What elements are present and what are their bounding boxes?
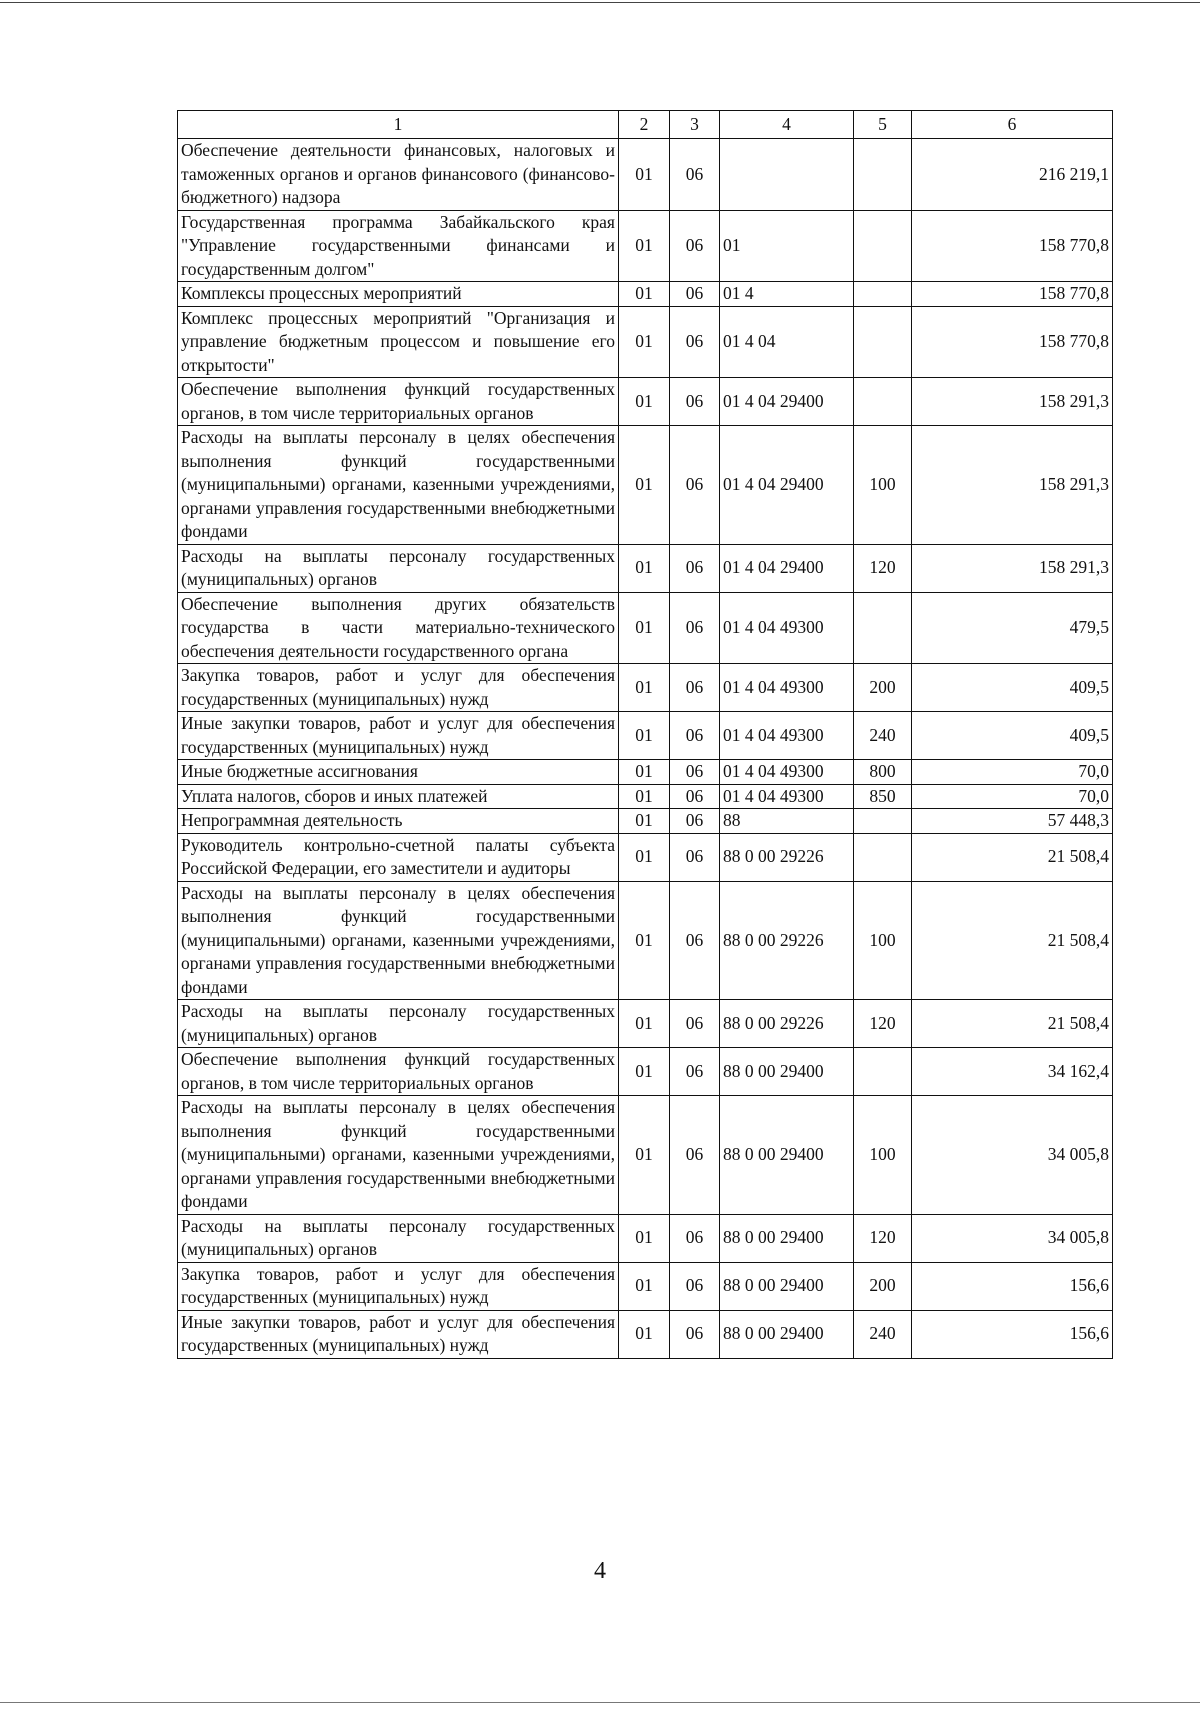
page-edge-bottom xyxy=(0,1702,1200,1703)
row-c2-cell: 01 xyxy=(619,833,670,881)
row-c5-cell xyxy=(854,1048,912,1096)
table-row xyxy=(178,1214,1113,1262)
budget-table xyxy=(177,110,1113,1359)
row-c5-cell: 100 xyxy=(854,426,912,545)
row-c3-cell: 06 xyxy=(670,1262,720,1310)
row-name-cell: Расходы на выплаты персоналу в целях обеспечения выполнения функций государственными (муниципальными) органами, казенными учреждениями, органами управления государственными внебюджетными фондами xyxy=(178,426,619,545)
row-c4-cell: 88 0 00 29400 xyxy=(720,1310,854,1358)
header-col-1: 1 xyxy=(178,111,619,139)
row-c2-cell: 01 xyxy=(619,282,670,307)
row-c6-cell: 57 448,3 xyxy=(912,809,1113,834)
row-c3-cell: 06 xyxy=(670,1096,720,1215)
row-c6-cell: 158 770,8 xyxy=(912,306,1113,378)
row-c5-cell: 200 xyxy=(854,664,912,712)
row-c3-cell: 06 xyxy=(670,282,720,307)
row-c4-cell: 88 0 00 29400 xyxy=(720,1096,854,1215)
row-c5-cell xyxy=(854,282,912,307)
row-c6-cell: 21 508,4 xyxy=(912,881,1113,1000)
row-c4-cell: 01 xyxy=(720,210,854,282)
table-row xyxy=(178,833,1113,881)
row-c4-cell: 01 4 04 49300 xyxy=(720,784,854,809)
row-c2-cell: 01 xyxy=(619,1096,670,1215)
row-c5-cell: 100 xyxy=(854,1096,912,1215)
row-c3-cell: 06 xyxy=(670,833,720,881)
row-c5-cell: 800 xyxy=(854,760,912,785)
row-c6-cell: 21 508,4 xyxy=(912,833,1113,881)
row-c3-cell: 06 xyxy=(670,544,720,592)
table-body xyxy=(178,139,1113,1359)
table-row xyxy=(178,306,1113,378)
row-c2-cell: 01 xyxy=(619,712,670,760)
row-c4-cell: 88 xyxy=(720,809,854,834)
row-c4-cell: 88 0 00 29400 xyxy=(720,1262,854,1310)
row-c2-cell: 01 xyxy=(619,544,670,592)
table-row xyxy=(178,760,1113,785)
row-name-cell: Иные бюджетные ассигнования xyxy=(178,760,619,785)
header-col-2: 2 xyxy=(619,111,670,139)
table-row xyxy=(178,426,1113,545)
row-c6-cell: 409,5 xyxy=(912,664,1113,712)
row-c4-cell: 88 0 00 29226 xyxy=(720,881,854,1000)
row-c4-cell: 01 4 04 49300 xyxy=(720,664,854,712)
row-c5-cell: 120 xyxy=(854,1214,912,1262)
row-c3-cell: 06 xyxy=(670,426,720,545)
row-c4-cell xyxy=(720,139,854,211)
page-edge-top xyxy=(0,2,1200,3)
row-c2-cell: 01 xyxy=(619,784,670,809)
row-name-cell: Обеспечение деятельности финансовых, налоговых и таможенных органов и органов финансового (финансово-бюджетного) надзора xyxy=(178,139,619,211)
row-c4-cell: 01 4 xyxy=(720,282,854,307)
row-c3-cell: 06 xyxy=(670,784,720,809)
row-c4-cell: 88 0 00 29226 xyxy=(720,833,854,881)
row-c6-cell: 70,0 xyxy=(912,784,1113,809)
row-c3-cell: 06 xyxy=(670,210,720,282)
table-row xyxy=(178,712,1113,760)
row-name-cell: Обеспечение выполнения других обязательств государства в части материально-технического обеспечения деятельности государственного органа xyxy=(178,592,619,664)
row-c3-cell: 06 xyxy=(670,378,720,426)
row-c5-cell xyxy=(854,833,912,881)
row-name-cell: Государственная программа Забайкальского края "Управление государственными финансами и государственным долгом" xyxy=(178,210,619,282)
row-c3-cell: 06 xyxy=(670,1214,720,1262)
row-c5-cell xyxy=(854,809,912,834)
row-c3-cell: 06 xyxy=(670,712,720,760)
row-c6-cell: 216 219,1 xyxy=(912,139,1113,211)
row-name-cell: Расходы на выплаты персоналу государственных (муниципальных) органов xyxy=(178,1000,619,1048)
row-name-cell: Закупка товаров, работ и услуг для обеспечения государственных (муниципальных) нужд xyxy=(178,664,619,712)
header-col-4: 4 xyxy=(720,111,854,139)
table-row xyxy=(178,881,1113,1000)
row-c2-cell: 01 xyxy=(619,1214,670,1262)
row-c5-cell: 240 xyxy=(854,1310,912,1358)
row-c4-cell: 01 4 04 49300 xyxy=(720,592,854,664)
table-row xyxy=(178,210,1113,282)
row-c5-cell xyxy=(854,592,912,664)
row-c6-cell: 409,5 xyxy=(912,712,1113,760)
row-c2-cell: 01 xyxy=(619,1000,670,1048)
row-c2-cell: 01 xyxy=(619,1048,670,1096)
table-row xyxy=(178,1000,1113,1048)
table-header-row xyxy=(178,111,1113,139)
row-c5-cell xyxy=(854,306,912,378)
row-c2-cell: 01 xyxy=(619,210,670,282)
row-name-cell: Расходы на выплаты персоналу в целях обеспечения выполнения функций государственными (муниципальными) органами, казенными учреждениями, органами управления государственными внебюджетными фондами xyxy=(178,881,619,1000)
row-name-cell: Расходы на выплаты персоналу государственных (муниципальных) органов xyxy=(178,544,619,592)
row-c2-cell: 01 xyxy=(619,139,670,211)
row-c3-cell: 06 xyxy=(670,881,720,1000)
table-row xyxy=(178,1310,1113,1358)
row-c5-cell: 850 xyxy=(854,784,912,809)
row-name-cell: Расходы на выплаты персоналу в целях обеспечения выполнения функций государственными (муниципальными) органами, казенными учреждениями, органами управления государственными внебюджетными фондами xyxy=(178,1096,619,1215)
row-c6-cell: 34 005,8 xyxy=(912,1096,1113,1215)
row-c6-cell: 158 770,8 xyxy=(912,282,1113,307)
row-name-cell: Обеспечение выполнения функций государственных органов, в том числе территориальных органов xyxy=(178,1048,619,1096)
row-c3-cell: 06 xyxy=(670,592,720,664)
row-c5-cell: 120 xyxy=(854,1000,912,1048)
header-col-6: 6 xyxy=(912,111,1113,139)
row-c2-cell: 01 xyxy=(619,881,670,1000)
row-c2-cell: 01 xyxy=(619,378,670,426)
row-c6-cell: 70,0 xyxy=(912,760,1113,785)
row-c3-cell: 06 xyxy=(670,809,720,834)
row-c3-cell: 06 xyxy=(670,1000,720,1048)
row-c2-cell: 01 xyxy=(619,809,670,834)
table-row xyxy=(178,664,1113,712)
table-row xyxy=(178,1048,1113,1096)
table-row xyxy=(178,378,1113,426)
row-c4-cell: 01 4 04 29400 xyxy=(720,378,854,426)
row-name-cell: Уплата налогов, сборов и иных платежей xyxy=(178,784,619,809)
row-name-cell: Непрограммная деятельность xyxy=(178,809,619,834)
row-name-cell: Комплексы процессных мероприятий xyxy=(178,282,619,307)
table-row xyxy=(178,1262,1113,1310)
row-c3-cell: 06 xyxy=(670,139,720,211)
row-c6-cell: 158 291,3 xyxy=(912,544,1113,592)
row-name-cell: Руководитель контрольно-счетной палаты субъекта Российской Федерации, его заместители и аудиторы xyxy=(178,833,619,881)
table-row xyxy=(178,784,1113,809)
row-c6-cell: 156,6 xyxy=(912,1310,1113,1358)
header-col-5: 5 xyxy=(854,111,912,139)
row-c5-cell: 240 xyxy=(854,712,912,760)
row-c6-cell: 34 162,4 xyxy=(912,1048,1113,1096)
row-c5-cell: 120 xyxy=(854,544,912,592)
row-name-cell: Обеспечение выполнения функций государственных органов, в том числе территориальных органов xyxy=(178,378,619,426)
table-row xyxy=(178,809,1113,834)
page-number: 4 xyxy=(594,1558,606,1584)
table-row xyxy=(178,282,1113,307)
table-row xyxy=(178,1096,1113,1215)
row-c3-cell: 06 xyxy=(670,664,720,712)
row-c5-cell xyxy=(854,139,912,211)
row-c5-cell: 200 xyxy=(854,1262,912,1310)
row-c3-cell: 06 xyxy=(670,306,720,378)
row-c6-cell: 158 291,3 xyxy=(912,378,1113,426)
row-c4-cell: 01 4 04 29400 xyxy=(720,544,854,592)
row-c4-cell: 88 0 00 29400 xyxy=(720,1214,854,1262)
row-name-cell: Расходы на выплаты персоналу государственных (муниципальных) органов xyxy=(178,1214,619,1262)
row-c5-cell xyxy=(854,378,912,426)
row-c2-cell: 01 xyxy=(619,1262,670,1310)
row-name-cell: Иные закупки товаров, работ и услуг для обеспечения государственных (муниципальных) нужд xyxy=(178,712,619,760)
row-c6-cell: 479,5 xyxy=(912,592,1113,664)
row-c6-cell: 158 291,3 xyxy=(912,426,1113,545)
row-c2-cell: 01 xyxy=(619,592,670,664)
table-row xyxy=(178,544,1113,592)
row-c2-cell: 01 xyxy=(619,426,670,545)
row-c4-cell: 88 0 00 29226 xyxy=(720,1000,854,1048)
row-name-cell: Закупка товаров, работ и услуг для обеспечения государственных (муниципальных) нужд xyxy=(178,1262,619,1310)
row-c4-cell: 01 4 04 49300 xyxy=(720,712,854,760)
row-name-cell: Комплекс процессных мероприятий "Организация и управление бюджетным процессом и повышение его открытости" xyxy=(178,306,619,378)
row-c2-cell: 01 xyxy=(619,1310,670,1358)
row-c2-cell: 01 xyxy=(619,664,670,712)
row-c4-cell: 01 4 04 xyxy=(720,306,854,378)
row-c5-cell: 100 xyxy=(854,881,912,1000)
row-c6-cell: 156,6 xyxy=(912,1262,1113,1310)
row-c6-cell: 34 005,8 xyxy=(912,1214,1113,1262)
row-c4-cell: 88 0 00 29400 xyxy=(720,1048,854,1096)
row-c4-cell: 01 4 04 29400 xyxy=(720,426,854,545)
table-row xyxy=(178,139,1113,211)
header-col-3: 3 xyxy=(670,111,720,139)
row-c5-cell xyxy=(854,210,912,282)
row-c3-cell: 06 xyxy=(670,760,720,785)
row-c2-cell: 01 xyxy=(619,306,670,378)
row-c3-cell: 06 xyxy=(670,1310,720,1358)
row-c6-cell: 158 770,8 xyxy=(912,210,1113,282)
row-c2-cell: 01 xyxy=(619,760,670,785)
row-c6-cell: 21 508,4 xyxy=(912,1000,1113,1048)
row-name-cell: Иные закупки товаров, работ и услуг для обеспечения государственных (муниципальных) нужд xyxy=(178,1310,619,1358)
row-c3-cell: 06 xyxy=(670,1048,720,1096)
table-row xyxy=(178,592,1113,664)
row-c4-cell: 01 4 04 49300 xyxy=(720,760,854,785)
